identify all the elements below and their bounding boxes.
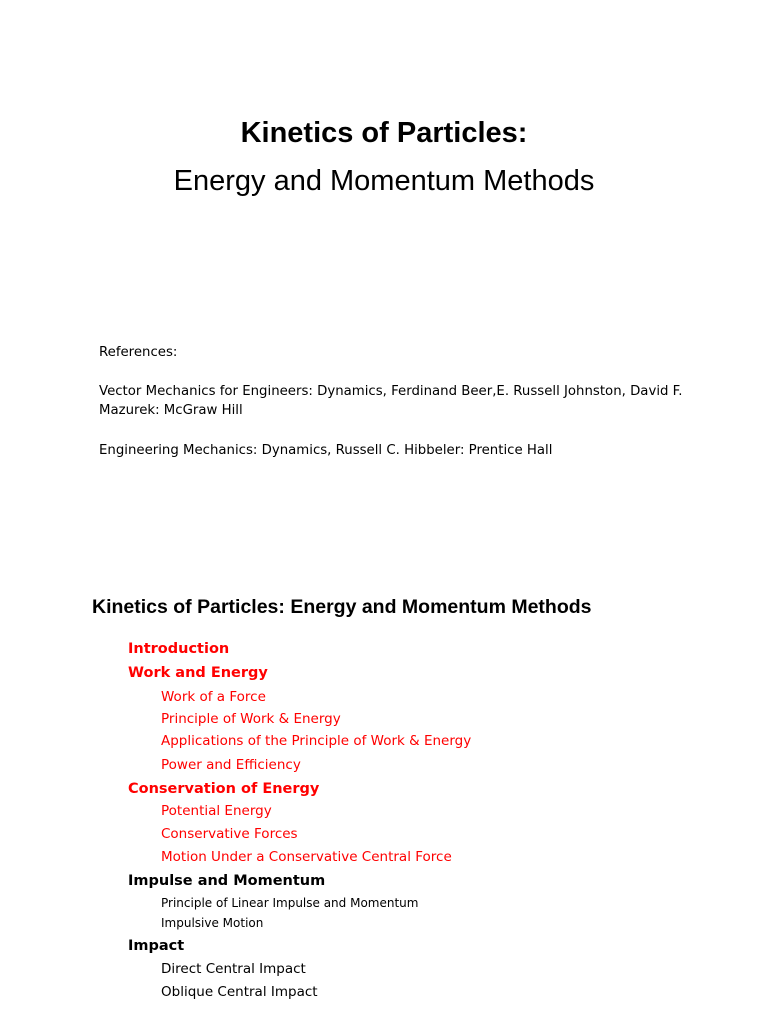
toc-subitem-oblique-central-impact: Oblique Central Impact — [161, 984, 318, 1000]
toc-subitem-potential-energy: Potential Energy — [161, 803, 272, 819]
reference-2: Engineering Mechanics: Dynamics, Russell C. Hibbeler: Prentice Hall — [99, 443, 553, 458]
toc-item-introduction: Introduction — [128, 641, 230, 657]
toc-item-impact: Impact — [128, 938, 185, 954]
references-heading: References: — [99, 345, 178, 360]
reference-1-line-1: Vector Mechanics for Engineers: Dynamics, Ferdinand Beer,E. Russell Johnston, David F. — [99, 384, 683, 399]
toc-subitem-applications: Applications of the Principle of Work & Energy — [161, 733, 472, 749]
toc-item-impulse-and-momentum: Impulse and Momentum — [128, 873, 326, 889]
toc-subitem-linear-impulse: Principle of Linear Impulse and Momentum — [161, 896, 419, 910]
toc-subitem-conservative-forces: Conservative Forces — [161, 826, 298, 842]
toc-subitem-motion-central-force: Motion Under a Conservative Central Force — [161, 849, 452, 865]
toc-item-work-and-energy: Work and Energy — [128, 665, 268, 681]
toc-heading: Kinetics of Particles: Energy and Momentum Methods — [92, 596, 592, 618]
toc-subitem-direct-central-impact: Direct Central Impact — [161, 961, 306, 977]
toc-item-conservation-of-energy: Conservation of Energy — [128, 781, 320, 797]
toc-subitem-principle-work-energy: Principle of Work & Energy — [161, 711, 341, 727]
reference-1-line-2: Mazurek: McGraw Hill — [99, 403, 243, 418]
page-title: Kinetics of Particles: — [240, 117, 528, 149]
toc-subitem-impulsive-motion: Impulsive Motion — [161, 916, 264, 930]
page-subtitle: Energy and Momentum Methods — [173, 165, 595, 197]
toc-subitem-power-efficiency: Power and Efficiency — [161, 757, 301, 773]
toc-subitem-work-of-force: Work of a Force — [161, 689, 266, 705]
